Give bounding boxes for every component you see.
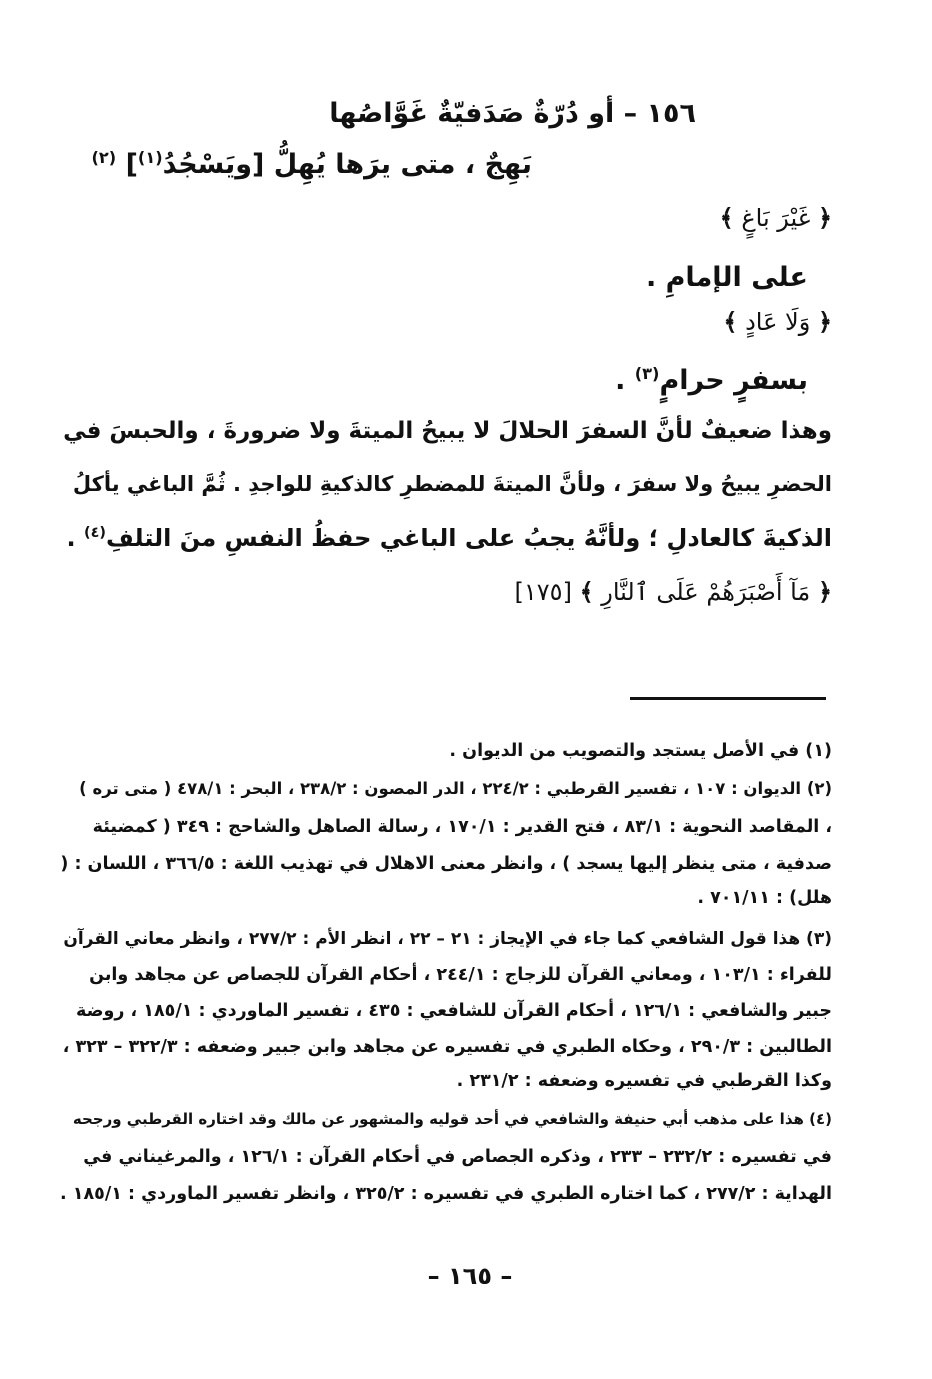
footnote-text: للفراء : ١٠٣/١ ، ومعاني القرآن للزجاج : ٢٤٤/١ ، أحكام القرآن للجصاص عن مجاهد وابن — [89, 965, 832, 985]
footnote-2-line-2 — [93, 817, 832, 837]
footnote-4-line-2 — [83, 1147, 832, 1167]
paragraph-line-3 — [67, 524, 832, 552]
page-number: – ١٦٥ – — [427, 1262, 513, 1290]
footnote-text: (٤) هذا على مذهب أبي حنيفة والشافعي في أحد قوليه والمشهور عن مالك وقد اختاره القرطبي ورجحه — [72, 1110, 832, 1128]
ornate-brace-open: ﴿ — [817, 204, 832, 232]
footnote-text: (٢) الديوان : ١٠٧ ، تفسير القرطبي : ٢٢٤/٢ ، الدر المصون : ٢٣٨/٢ ، البحر : ٤٧٨/١ ( متى تره ) — [79, 779, 832, 798]
body-text-1 — [646, 262, 808, 293]
footnote-separator — [630, 697, 826, 700]
footnote-3-line-2 — [89, 965, 832, 985]
paragraph-line-1 — [63, 418, 832, 444]
footnote-1-text: (١) في الأصل يستجد والتصويب من الديوان . — [449, 741, 832, 761]
footnote-2-line-1 — [79, 779, 832, 798]
bracket-close: ] — [125, 149, 138, 180]
quran-fragment-1 — [720, 204, 832, 232]
paragraph-line-3-text: الذكيةَ كالعادلِ ؛ ولأنَّهُ يجبُ على الباغي حفظُ النفسِ منَ التلفِ — [105, 524, 832, 552]
ornate-brace-close: ﴾ — [719, 204, 734, 232]
footnote-text: ، المقاصد النحوية : ٨٣/١ ، فتح القدير : ١٧٠/١ ، رسالة الصاهل والشاحج : ٣٤٩ ( كمضيئة — [92, 817, 832, 837]
quran-fragment-2 — [723, 308, 832, 336]
ornate-brace-close: ﴾ — [579, 578, 594, 606]
footnote-3-line-4 — [63, 1037, 832, 1057]
footnote-text: (٣) هذا قول الشافعي كما جاء في الإيجاز : ٢١ – ٢٢ ، انظر الأم : ٢٧٧/٢ ، وانظر معاني القرآن — [63, 929, 832, 949]
paragraph-line-1-text: وهذا ضعيفٌ لأنَّ السفرَ الحلالَ لا يبيحُ الميتةَ ولا ضرورةَ ، والحبسَ في — [63, 418, 832, 444]
poem-line-1-text: ١٥٦ – أو دُرّةٌ صَدَفيّةٌ غَوَّاصُها — [329, 98, 696, 129]
footnote-ref: (٢) — [91, 148, 117, 167]
quran-text: مَآ أَصْبَرَهُمْ عَلَى ٱلنَّارِ — [601, 578, 811, 606]
paragraph-line-2 — [73, 472, 832, 496]
footnote-text: الطالبين : ٢٩٠/٣ ، وحكاه الطبري في تفسيره عن مجاهد وابن جبير وضعفه : ٣٢٢/٣ – ٣٢٣ ، — [62, 1037, 832, 1057]
footnote-3-line-5 — [457, 1071, 832, 1091]
body-text-2: بسفرٍ حرامٍ$^{(٣)}$ . — [615, 364, 808, 396]
poem-line-2-text: بَهِجٌ ، متى يرَها يُهِلُّ [ويَسْجُدُ — [162, 149, 532, 180]
footnote-text: في تفسيره : ٢٣٢/٢ – ٢٣٣ ، وذكره الجصاص في أحكام القرآن : ١٢٦/١ ، والمرغيناني في — [83, 1147, 832, 1167]
quran-text: غَيْرَ بَاغٍ — [741, 204, 811, 232]
body-text-2-content: بسفرٍ حرامٍ — [659, 365, 808, 396]
footnote-1 — [449, 741, 832, 761]
footnote-ref: (٣) — [634, 364, 660, 383]
footnote-4-line-1 — [73, 1110, 832, 1128]
footnote-4-line-3 — [60, 1184, 832, 1204]
paragraph-line-2-text: الحضرِ يبيحُ ولا سفرَ ، ولأنَّ الميتةَ للمضطرِ كالذكيةِ للواجدِ . ثُمَّ الباغي يأكلُ — [72, 472, 832, 496]
verse-number: [١٧٥] — [514, 578, 572, 606]
period: . — [66, 524, 76, 552]
poem-line-2 — [91, 148, 532, 180]
footnote-3-line-1 — [63, 929, 832, 949]
body-text-1-content: على الإمامِ . — [645, 262, 808, 293]
footnote-text: هلل) : ٧٠١/١١ . — [697, 888, 832, 908]
footnote-ref: (١) — [137, 148, 163, 167]
quran-fragment-3 — [515, 578, 832, 606]
footnote-text: جبير والشافعي : ١٢٦/١ ، أحكام القرآن للشافعي : ٤٣٥ ، تفسير الماوردي : ١٨٥/١ ، روضة — [75, 1001, 832, 1021]
poem-line-1 — [329, 98, 696, 129]
footnote-3-line-3 — [76, 1001, 832, 1021]
footnote-ref: (٤) — [84, 525, 106, 541]
footnote-text: وكذا القرطبي في تفسيره وضعفه : ٢٣١/٢ . — [456, 1071, 832, 1091]
footnote-text: صدفية ، متى ينظر إليها يسجد ) ، وانظر معنى الاهلال في تهذيب اللغة : ٣٦٦/٥ ، اللسان : ( — [60, 854, 832, 874]
footnote-2-line-3 — [60, 854, 832, 874]
quran-text: وَلَا عَادٍ — [745, 308, 811, 336]
ornate-brace-close: ﴾ — [723, 308, 738, 336]
ornate-brace-open: ﴿ — [817, 308, 832, 336]
footnote-2-line-4 — [697, 888, 832, 908]
footnote-text: الهداية : ٢٧٧/٢ ، كما اختاره الطبري في تفسيره : ٣٢٥/٢ ، وانظر تفسير الماوردي : ١٨٥/١ . — [60, 1184, 832, 1204]
ornate-brace-open: ﴿ — [817, 578, 832, 606]
